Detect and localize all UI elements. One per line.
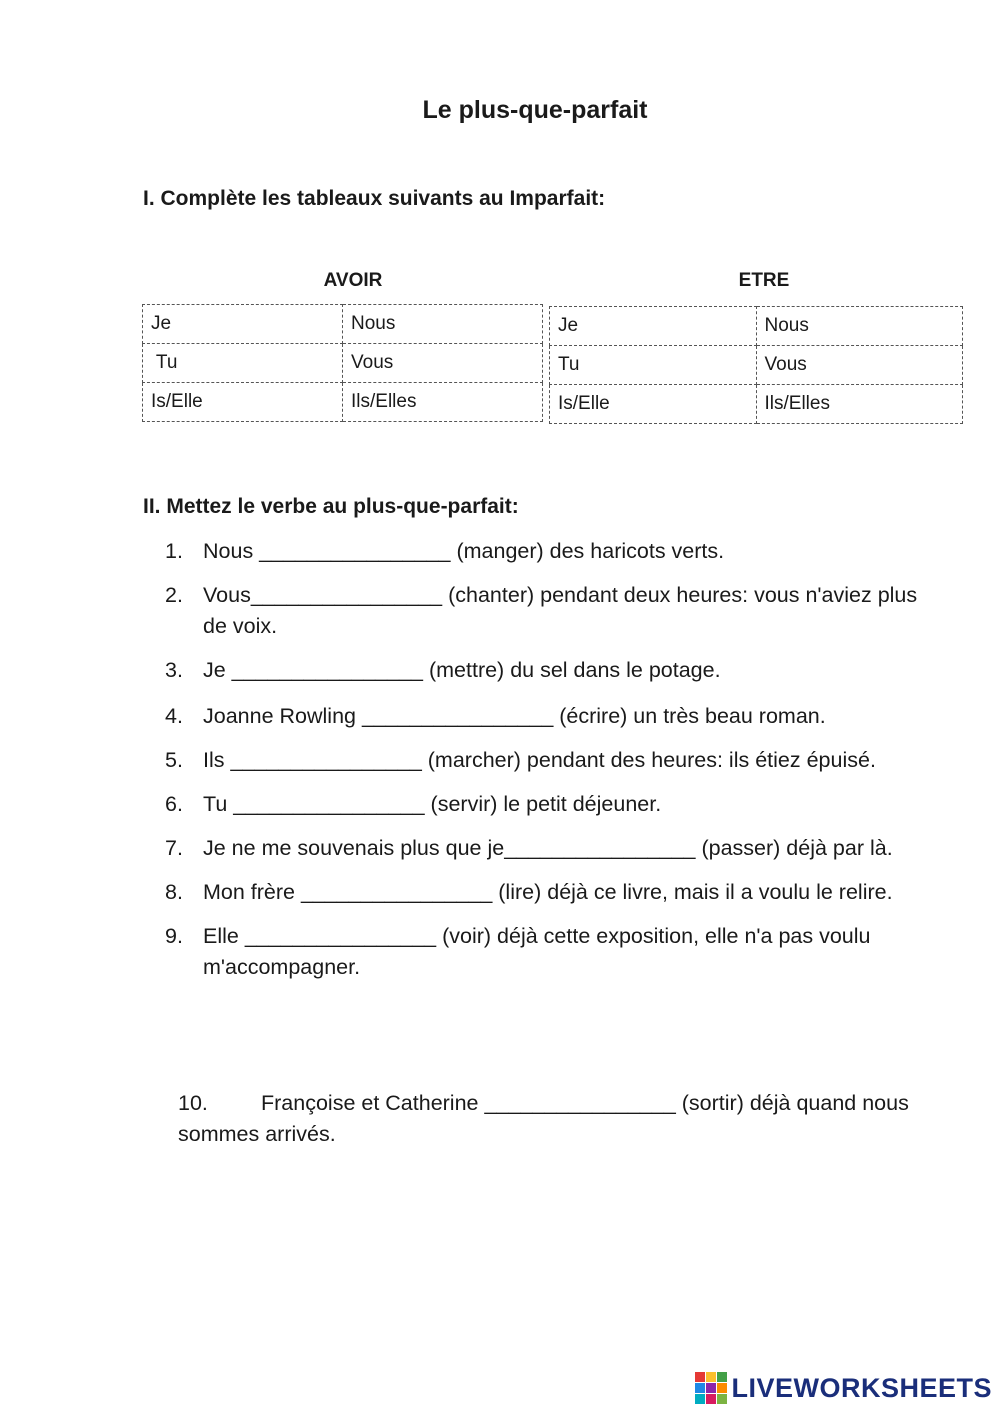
item-number: 8. bbox=[165, 880, 183, 904]
logo-square bbox=[695, 1372, 705, 1382]
table-row bbox=[143, 305, 543, 344]
list-item bbox=[178, 1088, 938, 1150]
table-row bbox=[143, 344, 543, 383]
table-row bbox=[550, 346, 963, 385]
exercise-list bbox=[165, 536, 935, 996]
logo-square bbox=[717, 1372, 727, 1382]
item-text[interactable]: Nous ________________ (manger) des haricots verts. bbox=[203, 539, 725, 563]
list-item bbox=[165, 833, 935, 864]
logo-square bbox=[706, 1372, 716, 1382]
table-cell[interactable]: Je bbox=[550, 307, 757, 346]
item-text[interactable]: Françoise et Catherine ________________ (sortir) déjà quand nous sommes arrivés. bbox=[178, 1091, 909, 1146]
etre-table-caption: ETRE bbox=[738, 270, 790, 291]
etre-conjugation-table bbox=[549, 306, 963, 424]
section-1-heading: I. Complète les tableaux suivants au Imparfait: bbox=[143, 187, 606, 210]
logo-square bbox=[717, 1383, 727, 1393]
list-item bbox=[165, 701, 935, 732]
table-cell[interactable]: Je bbox=[143, 305, 343, 344]
item-text[interactable]: Je ________________ (mettre) du sel dans le potage. bbox=[203, 658, 721, 682]
list-item bbox=[165, 655, 935, 686]
table-row bbox=[550, 307, 963, 346]
table-cell[interactable]: Is/Elle bbox=[550, 385, 757, 424]
item-number: 6. bbox=[165, 792, 183, 816]
list-item bbox=[165, 789, 935, 820]
item-number: 10. bbox=[178, 1091, 208, 1115]
item-text[interactable]: Elle ________________ (voir) déjà cette exposition, elle n'a pas voulu m'accompagner. bbox=[203, 924, 871, 979]
item-number: 2. bbox=[165, 583, 183, 607]
item-number: 9. bbox=[165, 924, 183, 948]
logo-square bbox=[695, 1383, 705, 1393]
liveworksheets-brand[interactable] bbox=[695, 1372, 992, 1404]
item-text[interactable]: Vous________________ (chanter) pendant deux heures: vous n'aviez plus de voix. bbox=[203, 583, 918, 638]
table-cell[interactable]: Is/Elle bbox=[143, 383, 343, 422]
item-number: 4. bbox=[165, 704, 183, 728]
item-text[interactable]: Tu ________________ (servir) le petit déjeuner. bbox=[203, 792, 662, 816]
section-2-heading: II. Mettez le verbe au plus-que-parfait: bbox=[143, 495, 519, 518]
item-text[interactable]: Joanne Rowling ________________ (écrire) un très beau roman. bbox=[203, 704, 826, 728]
item-number: 7. bbox=[165, 836, 183, 860]
table-cell[interactable]: Nous bbox=[756, 307, 963, 346]
table-cell[interactable]: Ils/Elles bbox=[756, 385, 963, 424]
item-text[interactable]: Mon frère ________________ (lire) déjà ce livre, mais il a voulu le relire. bbox=[203, 880, 893, 904]
list-item bbox=[165, 921, 935, 983]
list-item bbox=[165, 580, 935, 642]
item-number: 3. bbox=[165, 658, 183, 682]
list-item bbox=[165, 745, 935, 776]
avoir-table-caption: AVOIR bbox=[323, 270, 383, 291]
list-item bbox=[165, 536, 935, 567]
logo-square bbox=[706, 1383, 716, 1393]
list-item bbox=[165, 877, 935, 908]
table-cell[interactable]: Vous bbox=[343, 344, 543, 383]
page-title: Le plus-que-parfait bbox=[422, 96, 648, 124]
logo-square bbox=[706, 1394, 716, 1404]
item-text[interactable]: Je ne me souvenais plus que je________________ (passer) déjà par là. bbox=[203, 836, 893, 860]
brand-name: LIVEWORKSHEETS bbox=[731, 1372, 992, 1403]
table-cell[interactable]: Tu bbox=[550, 346, 757, 385]
logo-square bbox=[695, 1394, 705, 1404]
avoir-conjugation-table bbox=[142, 304, 543, 422]
table-cell[interactable]: Ils/Elles bbox=[343, 383, 543, 422]
item-number: 1. bbox=[165, 539, 183, 563]
logo-square bbox=[717, 1394, 727, 1404]
item-text[interactable]: Ils ________________ (marcher) pendant des heures: ils étiez épuisé. bbox=[203, 748, 876, 772]
table-row bbox=[550, 385, 963, 424]
table-cell[interactable]: Tu bbox=[143, 344, 343, 383]
table-cell[interactable]: Vous bbox=[756, 346, 963, 385]
liveworksheets-logo-icon bbox=[695, 1372, 727, 1404]
item-number: 5. bbox=[165, 748, 183, 772]
table-cell[interactable]: Nous bbox=[343, 305, 543, 344]
table-row bbox=[143, 383, 543, 422]
